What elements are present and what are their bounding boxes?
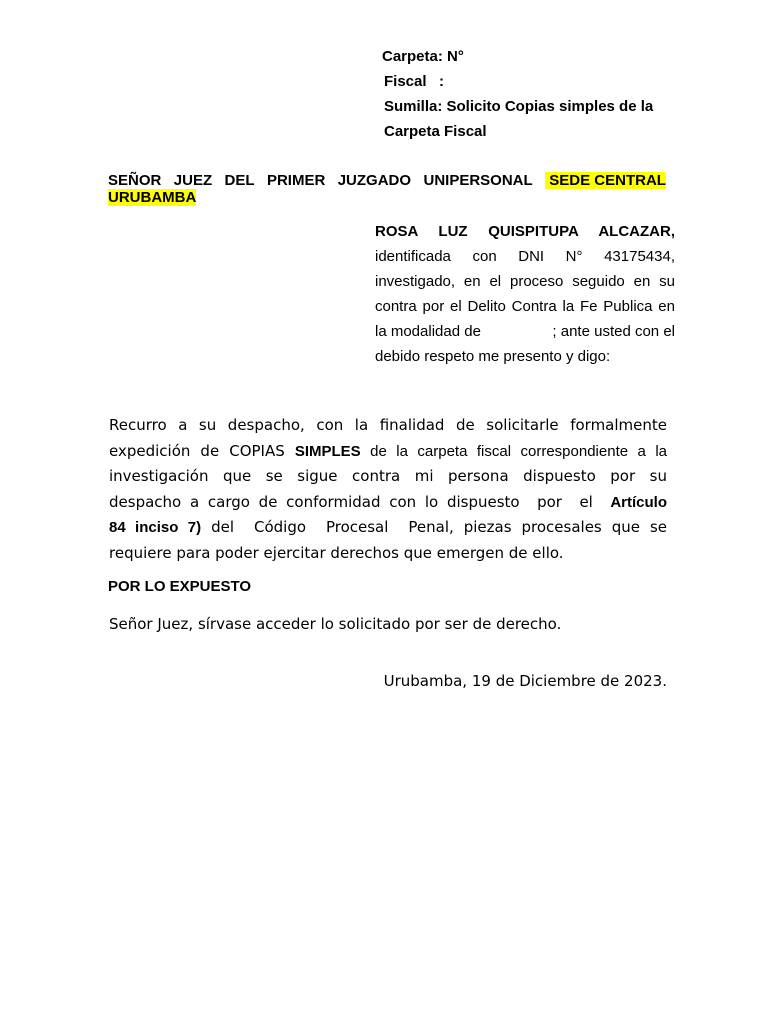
highlighted-city: URUBAMBA <box>108 189 197 206</box>
party-line <box>375 319 675 344</box>
party-line: identificada con DNI N° 43175434, <box>375 248 675 265</box>
text-run: despacho a cargo de conformidad con lo dispuesto por el <box>109 492 611 511</box>
paragraph-line <box>109 490 667 516</box>
sumilla-line: Sumilla: Solicito Copias simples de la <box>384 98 654 115</box>
party-line: investigado, en el proceso seguido en su <box>375 273 675 290</box>
bold-run: SIMPLES <box>294 442 361 460</box>
addressee-word: PRIMER <box>266 172 326 189</box>
sumilla-line-2: Carpeta Fiscal <box>384 123 487 140</box>
bold-run: Artículo <box>610 493 667 511</box>
por-lo-expuesto-heading: POR LO EXPUESTO <box>108 578 252 595</box>
case-header <box>380 44 700 144</box>
party-line: contra por el Delito Contra la Fe Publica en <box>375 298 675 315</box>
paragraph-line: Recurro a su despacho, con la finalidad de solicitarle formalmente <box>109 416 667 434</box>
party-identification <box>375 219 675 369</box>
addressee-word: DEL <box>224 172 255 189</box>
paragraph-line <box>109 439 667 465</box>
carpeta-line: Carpeta: N° <box>382 48 464 65</box>
addressee-word: UNIPERSONAL <box>423 172 533 189</box>
text-run: de la carpeta fiscal correspondiente a la <box>360 442 668 460</box>
fiscal-line: Fiscal : <box>384 73 445 90</box>
modalidad-label: la modalidad de <box>375 323 481 340</box>
highlighted-court-seat: SEDE CENTRAL <box>545 172 666 189</box>
date-line: Urubamba, 19 de Diciembre de 2023. <box>383 672 667 690</box>
addressee-line <box>108 172 666 189</box>
addressee <box>108 172 666 206</box>
party-line: debido respeto me presento y digo: <box>375 348 611 365</box>
text-run: del Código Procesal Penal, piezas procesales que se <box>201 518 667 536</box>
addressee-word: SEÑOR <box>108 172 162 189</box>
closing-request: Señor Juez, sírvase acceder lo solicitado por ser de derecho. <box>109 615 562 633</box>
modalidad-rest: ; ante usted con el <box>552 323 675 340</box>
paragraph-line: investigación que se sigue contra mi persona dispuesto por su <box>109 467 667 485</box>
paragraph-line: requiere para poder ejercitar derechos que emergen de ello. <box>109 543 564 562</box>
addressee-word: JUZGADO <box>337 172 412 189</box>
addressee-word: JUEZ <box>173 172 213 189</box>
request-paragraph <box>109 413 667 566</box>
party-name: ROSA LUZ QUISPITUPA ALCAZAR, <box>375 223 675 240</box>
bold-run: 84 inciso 7) <box>109 519 202 536</box>
text-run: expedición de COPIAS <box>109 441 295 460</box>
paragraph-line <box>109 515 667 541</box>
